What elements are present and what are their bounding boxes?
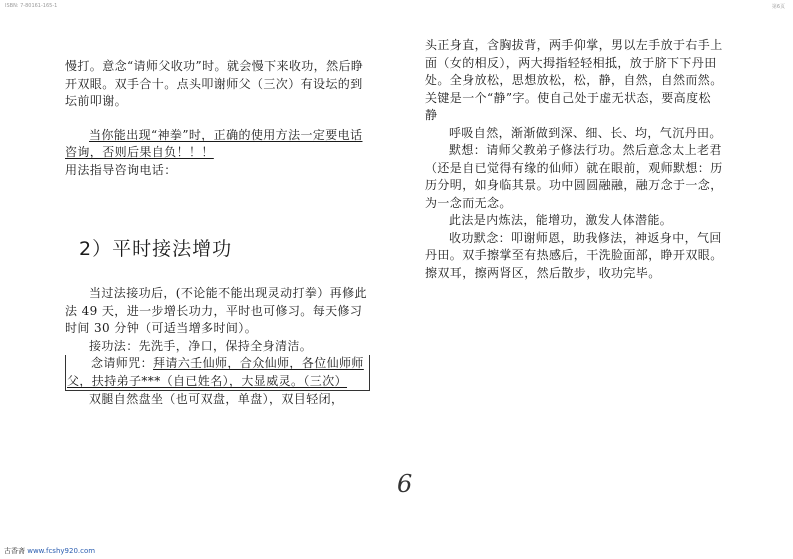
paragraph-preparation: 接功法：先洗手，净口，保持全身清洁。	[89, 338, 313, 353]
consult-phone-label: 用法指导咨询电话：	[65, 162, 177, 177]
paragraph-visualization: 默想：请师父教弟子修法行功。然后意念太上老君（还是自已觉得有缘的仙师）就在眼前，观师默想：历历分明，如身临其景。功中圆圆融融，融万念于一念，为一念而无念。	[425, 143, 723, 210]
footer-site-name: 古香斋	[4, 547, 28, 555]
left-column	[65, 58, 370, 409]
invocation-prefix: 念请师咒：	[91, 356, 154, 370]
paragraph-effect: 此法是内炼法，能增功，激发人体潜能。	[449, 213, 673, 227]
paragraph-closing-ritual: 慢打。意念“请师父收功”时。就会慢下来收功，然后睁开双眼。双手合十。点头叩谢师父（三次）有设坛的到坛前叩谢。	[65, 59, 364, 108]
paragraph-practice-intro: 当过法接功后，(不论能不能出现灵动打拳）再修此法 49 天，进一步增长功力，平时也可修习。每天修习时间 30 分钟（可适当增多时间）。	[65, 286, 367, 335]
warning-notice: 当你能出现“神拳”时，正确的使用方法一定要电话咨询，否则后果自负！！！	[65, 127, 363, 159]
invocation-text: 拜请六壬仙师，合众仙师，各位仙师师父，扶持弟子***（自已姓名），大显威灵。（三次）	[67, 356, 364, 388]
header-isbn: ISBN: 7-80161-165-1	[5, 3, 58, 9]
header-page-label: 第6页	[771, 4, 785, 10]
paragraph-closing: 收功默念：叩谢师恩，助我修法，神返身中，气回丹田。双手擦掌至有热感后，干洗脸面部，睁开双眼。擦双耳，擦两肾区，然后散步，收功完毕。	[425, 230, 723, 280]
footer-watermark	[4, 546, 95, 556]
section-title: 2）平时接法增功	[79, 238, 233, 260]
page-number: 6	[397, 470, 413, 498]
footer-url: www.fcshy920.com	[27, 547, 96, 555]
paragraph-invocation	[65, 355, 370, 391]
right-column	[425, 37, 723, 282]
paragraph-breathing: 呼吸自然，渐渐做到深、细、长、均，气沉丹田。	[449, 125, 722, 140]
paragraph-posture: 双腿自然盘坐（也可双盘，单盘），双目轻闭，	[89, 392, 344, 406]
paragraph-posture-continued: 头正身直，含胸拔背，两手仰掌，男以左手放于右手上面（女的相反），两大拇指轻轻相抵，放于脐下下丹田处。全身放松，思想放松，松，静，自然，自然而然。关键是一个“静”字。使自己处于虚无状态，要高度松静	[425, 38, 723, 122]
